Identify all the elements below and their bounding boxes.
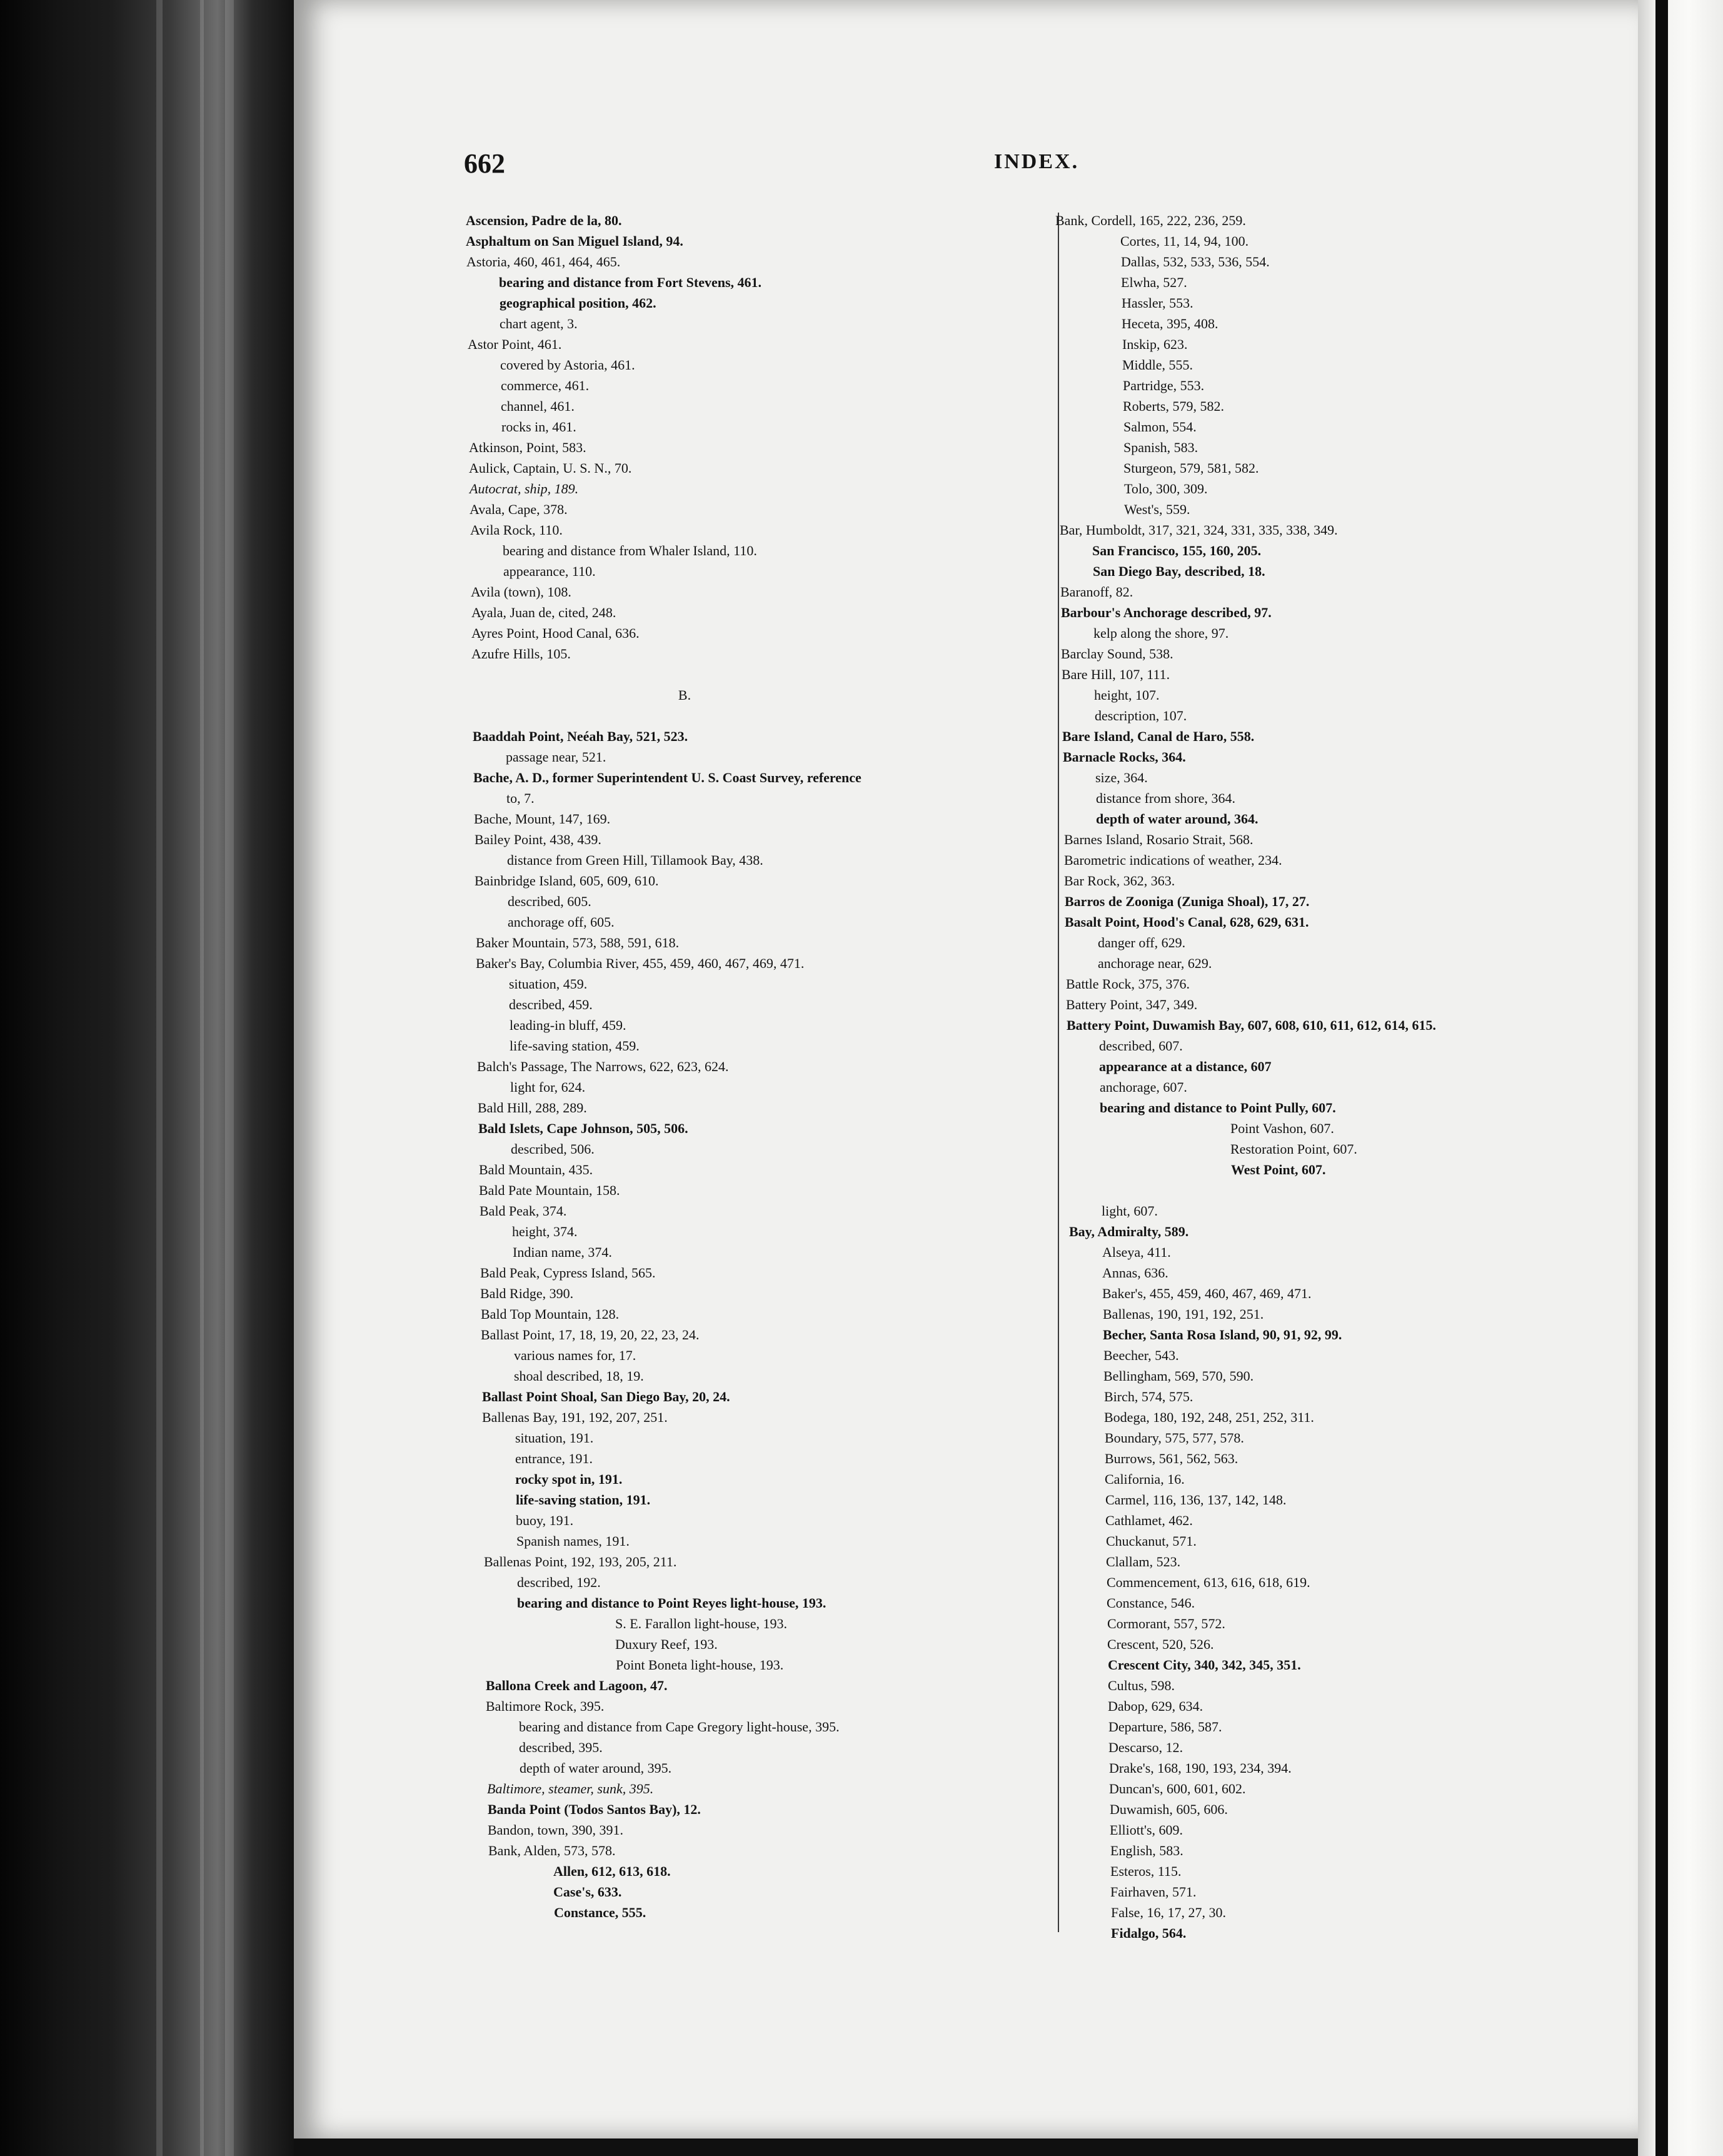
index-subentry: height, 374.	[512, 1224, 578, 1239]
index-entry: Baltimore Rock, 395.	[486, 1698, 605, 1714]
index-subentry: anchorage near, 629.	[1098, 955, 1212, 971]
index-subentry: situation, 459.	[509, 976, 588, 992]
index-subentry: Ballenas, 190, 191, 192, 251.	[1103, 1306, 1264, 1322]
index-entry: Barclay Sound, 538.	[1061, 646, 1173, 662]
index-subentry: Middle, 555.	[1122, 357, 1193, 373]
index-entry: Ballast Point Shoal, San Diego Bay, 20, 24.	[482, 1389, 730, 1404]
index-entry: Ballenas Point, 192, 193, 205, 211.	[484, 1554, 677, 1569]
index-subentry: life-saving station, 459.	[510, 1038, 640, 1054]
index-subentry: rocky spot in, 191.	[515, 1471, 623, 1487]
index-entry: Bar Rock, 362, 363.	[1064, 873, 1175, 889]
index-entry: Barnacle Rocks, 364.	[1063, 749, 1186, 765]
index-subentry: to, 7.	[506, 790, 535, 806]
index-subentry: Inskip, 623.	[1122, 336, 1188, 352]
index-entry: Bank, Alden, 573, 578.	[488, 1843, 616, 1858]
index-entry: Bald Mountain, 435.	[479, 1162, 593, 1177]
index-entry: Bald Top Mountain, 128.	[481, 1306, 620, 1322]
index-subentry: Crescent City, 340, 342, 345, 351.	[1108, 1657, 1301, 1673]
index-subentry: bearing and distance from Fort Stevens, 461.	[499, 275, 762, 290]
index-subentry: covered by Astoria, 461.	[500, 357, 635, 373]
index-subentry: size, 364.	[1095, 770, 1148, 785]
index-subentry: Case's, 633.	[553, 1884, 622, 1900]
index-entry: Barnes Island, Rosario Strait, 568.	[1064, 832, 1253, 847]
index-subentry: distance from Green Hill, Tillamook Bay, 438.	[507, 852, 763, 868]
index-entry: Avala, Cape, 378.	[470, 501, 568, 517]
index-subentry: Drake's, 168, 190, 193, 234, 394.	[1109, 1760, 1292, 1776]
index-subentry: described, 192.	[517, 1574, 601, 1590]
index-subentry: appearance at a distance, 607	[1099, 1059, 1272, 1074]
index-subentry: danger off, 629.	[1098, 935, 1186, 950]
index-entry: Bar, Humboldt, 317, 321, 324, 331, 335, 338, 349.	[1060, 522, 1338, 538]
index-subentry: situation, 191.	[515, 1430, 594, 1446]
index-subentry: English, 583.	[1110, 1843, 1183, 1858]
index-entry: Bay, Admiralty, 589.	[1069, 1224, 1189, 1239]
index-entry: Basalt Point, Hood's Canal, 628, 629, 631.	[1065, 914, 1309, 930]
index-entry: Battle Rock, 375, 376.	[1066, 976, 1190, 992]
index-subentry: Point Vashon, 607.	[1230, 1121, 1334, 1136]
index-entry: Barbour's Anchorage described, 97.	[1061, 605, 1272, 620]
index-entry: Ascension, Padre de la, 80.	[466, 213, 622, 228]
index-subentry: Salmon, 554.	[1123, 419, 1197, 435]
index-subentry: Annas, 636.	[1102, 1265, 1168, 1281]
index-subentry: passage near, 521.	[506, 749, 606, 765]
index-entry: Baker's Bay, Columbia River, 455, 459, 460, 467, 469, 471.	[476, 955, 805, 971]
index-subentry: West Point, 607.	[1231, 1162, 1326, 1177]
index-subentry: Dabop, 629, 634.	[1108, 1698, 1203, 1714]
index-entry: Bald Ridge, 390.	[480, 1286, 574, 1301]
index-entry: Baranoff, 82.	[1060, 584, 1133, 600]
index-entry: Bache, Mount, 147, 169.	[474, 811, 611, 827]
index-entry: Aulick, Captain, U. S. N., 70.	[469, 460, 632, 476]
index-subentry: Boundary, 575, 577, 578.	[1105, 1430, 1244, 1446]
index-subentry: rocks in, 461.	[501, 419, 576, 435]
index-subentry: Clallam, 523.	[1106, 1554, 1181, 1569]
index-entry: Ballona Creek and Lagoon, 47.	[486, 1678, 668, 1693]
index-subentry: Cultus, 598.	[1108, 1678, 1175, 1693]
index-subentry: Constance, 546.	[1107, 1595, 1195, 1611]
index-subentry: Tolo, 300, 309.	[1124, 481, 1208, 496]
index-entry: Atkinson, Point, 583.	[469, 440, 586, 455]
index-subentry: Duncan's, 600, 601, 602.	[1109, 1781, 1246, 1796]
index-subentry: shoal described, 18, 19.	[514, 1368, 644, 1384]
index-subentry: described, 605.	[508, 894, 591, 909]
index-entry: Bailey Point, 438, 439.	[475, 832, 601, 847]
index-subentry: bearing and distance to Point Reyes light-house, 193.	[517, 1595, 826, 1611]
index-subentry: Chuckanut, 571.	[1106, 1533, 1197, 1549]
index-subentry: Hassler, 553.	[1122, 295, 1193, 311]
index-subentry: S. E. Farallon light-house, 193.	[615, 1616, 787, 1631]
index-entry: Astoria, 460, 461, 464, 465.	[466, 254, 621, 270]
index-entry: Azufre Hills, 105.	[471, 646, 571, 662]
index-entry: Bache, A. D., former Superintendent U. S. Coast Survey, reference	[473, 770, 862, 785]
index-subentry: Point Boneta light-house, 193.	[616, 1657, 784, 1673]
index-subentry: kelp along the shore, 97.	[1093, 625, 1229, 641]
index-entry: Ayala, Juan de, cited, 248.	[471, 605, 616, 620]
page-gutter-shadow	[1655, 0, 1668, 2156]
index-subentry: channel, 461.	[501, 398, 575, 414]
index-subentry: San Diego Bay, described, 18.	[1093, 563, 1265, 579]
index-subentry: Indian name, 374.	[513, 1244, 612, 1260]
index-subentry: Crescent, 520, 526.	[1107, 1636, 1214, 1652]
index-subentry: Sturgeon, 579, 581, 582.	[1123, 460, 1259, 476]
index-entry: Battery Point, 347, 349.	[1066, 997, 1198, 1012]
index-entry: Barometric indications of weather, 234.	[1064, 852, 1282, 868]
index-subentry: anchorage, 607.	[1100, 1079, 1187, 1095]
index-subentry: Commencement, 613, 616, 618, 619.	[1107, 1574, 1310, 1590]
index-subentry: Cormorant, 557, 572.	[1107, 1616, 1225, 1631]
index-subentry: Fairhaven, 571.	[1110, 1884, 1197, 1900]
index-subentry: Duxury Reef, 193.	[615, 1636, 718, 1652]
index-subentry: Bodega, 180, 192, 248, 251, 252, 311.	[1104, 1409, 1314, 1425]
index-subentry: commerce, 461.	[501, 378, 590, 393]
index-subentry: Dallas, 532, 533, 536, 554.	[1121, 254, 1270, 270]
index-subentry: Partridge, 553.	[1123, 378, 1205, 393]
index-subentry: Heceta, 395, 408.	[1122, 316, 1218, 331]
index-subentry: described, 607.	[1099, 1038, 1183, 1054]
page-number: 662	[464, 148, 505, 179]
index-subentry: Esteros, 115.	[1110, 1863, 1182, 1879]
index-entry: Bald Pate Mountain, 158.	[479, 1182, 620, 1198]
index-entry: Bare Island, Canal de Haro, 558.	[1062, 728, 1255, 744]
index-entry: Bare Hill, 107, 111.	[1062, 667, 1170, 682]
index-subentry: entrance, 191.	[515, 1451, 593, 1466]
index-subentry: Elwha, 527.	[1121, 275, 1187, 290]
index-entry: Balch's Passage, The Narrows, 622, 623, 624.	[477, 1059, 729, 1074]
index-entry: Baaddah Point, Neéah Bay, 521, 523.	[473, 728, 688, 744]
index-entry: Autocrat, ship, 189.	[470, 481, 579, 496]
index-entry: Astor Point, 461.	[468, 336, 562, 352]
index-subentry: Fidalgo, 564.	[1111, 1925, 1187, 1941]
index-entry: Barros de Zooniga (Zuniga Shoal), 17, 27.	[1065, 894, 1310, 909]
index-entry: Avila Rock, 110.	[470, 522, 563, 538]
index-subentry: leading-in bluff, 459.	[510, 1017, 626, 1033]
index-subentry: light, 607.	[1102, 1203, 1158, 1219]
index-entry: Bald Hill, 288, 289.	[478, 1100, 587, 1116]
index-entry: Avila (town), 108.	[471, 584, 571, 600]
running-head: INDEX.	[994, 150, 1080, 173]
index-subentry: Spanish, 583.	[1123, 440, 1198, 455]
index-subentry: California, 16.	[1105, 1471, 1185, 1487]
index-subentry: anchorage off, 605.	[508, 914, 615, 930]
index-subentry: described, 459.	[509, 997, 593, 1012]
index-subentry: Baker's, 455, 459, 460, 467, 469, 471.	[1102, 1286, 1312, 1301]
index-subentry: Departure, 586, 587.	[1108, 1719, 1222, 1735]
index-subentry: Cortes, 11, 14, 94, 100.	[1120, 233, 1249, 249]
index-subentry: buoy, 191.	[516, 1513, 574, 1528]
book-spine	[0, 0, 294, 2156]
index-subentry: distance from shore, 364.	[1096, 790, 1235, 806]
index-subentry: Descarso, 12.	[1108, 1740, 1183, 1755]
index-column-right	[1055, 210, 1618, 1943]
index-subentry: bearing and distance from Cape Gregory light-house, 395.	[519, 1719, 840, 1735]
index-subentry: Duwamish, 605, 606.	[1110, 1801, 1228, 1817]
index-subentry: Burrows, 561, 562, 563.	[1105, 1451, 1238, 1466]
index-column-left	[466, 210, 1028, 1923]
index-subentry: geographical position, 462.	[500, 295, 656, 311]
index-subentry: Roberts, 579, 582.	[1123, 398, 1224, 414]
index-subentry: bearing and distance from Whaler Island, 110.	[503, 543, 757, 558]
blank-line	[466, 705, 1028, 726]
index-subentry: Elliott's, 609.	[1110, 1822, 1183, 1838]
index-subentry: Cathlamet, 462.	[1105, 1513, 1193, 1528]
index-entry: Ballast Point, 17, 18, 19, 20, 22, 23, 24.	[481, 1327, 700, 1342]
index-subentry: West's, 559.	[1124, 501, 1190, 517]
index-subentry: Allen, 612, 613, 618.	[553, 1863, 671, 1879]
index-subentry: Restoration Point, 607.	[1230, 1141, 1357, 1157]
index-subentry: Beecher, 543.	[1103, 1348, 1179, 1363]
next-page-edge	[1638, 0, 1723, 2156]
index-entry: Ayres Point, Hood Canal, 636.	[471, 625, 640, 641]
index-subentry: False, 16, 17, 27, 30.	[1111, 1905, 1226, 1920]
index-subentry: Bellingham, 569, 570, 590.	[1103, 1368, 1254, 1384]
index-subentry: Constance, 555.	[554, 1905, 646, 1920]
index-subentry: Becher, Santa Rosa Island, 90, 91, 92, 99.	[1103, 1327, 1342, 1342]
index-subentry: appearance, 110.	[503, 563, 596, 579]
index-subentry: Spanish names, 191.	[516, 1533, 630, 1549]
index-entry: Banda Point (Todos Santos Bay), 12.	[488, 1801, 701, 1817]
index-entry: Bank, Cordell, 165, 222, 236, 259.	[1055, 213, 1246, 228]
index-subentry: described, 506.	[511, 1141, 595, 1157]
index-entry: Bald Peak, Cypress Island, 565.	[480, 1265, 656, 1281]
index-subentry: Carmel, 116, 136, 137, 142, 148.	[1105, 1492, 1287, 1508]
index-entry: Bald Islets, Cape Johnson, 505, 506.	[478, 1121, 688, 1136]
index-subentry: depth of water around, 364.	[1096, 811, 1258, 827]
index-entry: Bainbridge Island, 605, 609, 610.	[475, 873, 659, 889]
index-subentry: San Francisco, 155, 160, 205.	[1092, 543, 1262, 558]
index-subentry: Birch, 574, 575.	[1104, 1389, 1193, 1404]
index-entry: Ballenas Bay, 191, 192, 207, 251.	[482, 1409, 668, 1425]
index-subentry: height, 107.	[1094, 687, 1160, 703]
index-subentry: light for, 624.	[510, 1079, 586, 1095]
index-subentry: description, 107.	[1095, 708, 1187, 723]
index-subentry: Alseya, 411.	[1102, 1244, 1171, 1260]
index-entry: Baker Mountain, 573, 588, 591, 618.	[476, 935, 680, 950]
index-entry: Battery Point, Duwamish Bay, 607, 608, 610, 611, 612, 614, 615.	[1067, 1017, 1436, 1033]
index-subentry: described, 395.	[519, 1740, 603, 1755]
blank-line	[466, 664, 1028, 685]
index-entry: Bald Peak, 374.	[480, 1203, 567, 1219]
blank-line	[1055, 1180, 1618, 1201]
index-subentry: bearing and distance to Point Pully, 607.	[1100, 1100, 1336, 1116]
index-subentry: various names for, 17.	[514, 1348, 636, 1363]
index-subentry: depth of water around, 395.	[520, 1760, 672, 1776]
index-subentry: life-saving station, 191.	[516, 1492, 651, 1508]
section-heading: B.	[678, 687, 691, 703]
index-entry: Asphaltum on San Miguel Island, 94.	[466, 233, 683, 249]
index-subentry: chart agent, 3.	[500, 316, 578, 331]
index-entry: Baltimore, steamer, sunk, 395.	[487, 1781, 654, 1796]
index-entry: Bandon, town, 390, 391.	[488, 1822, 623, 1838]
